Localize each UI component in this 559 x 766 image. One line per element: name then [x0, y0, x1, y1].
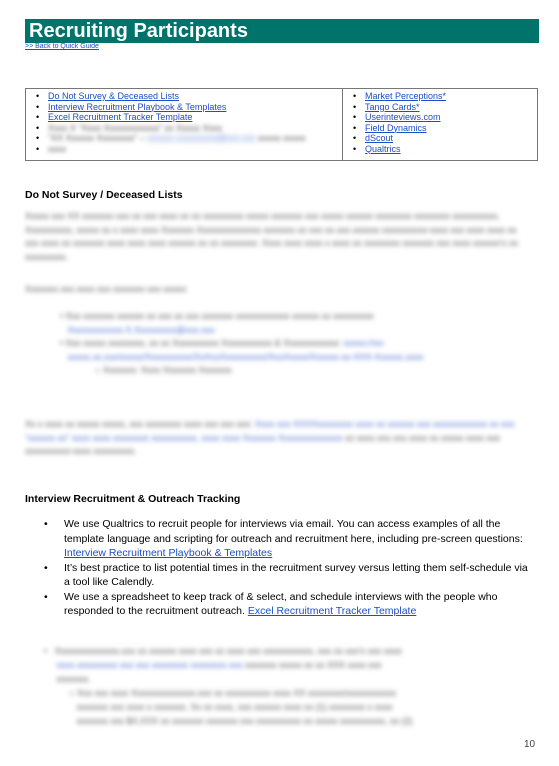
toc-link-market-perceptions[interactable]: Market Perceptions* [365, 91, 447, 101]
contents-column-left [26, 89, 343, 160]
contents-column-right [343, 89, 538, 160]
toc-item[interactable] [353, 123, 446, 134]
toc-link-playbook[interactable]: Interview Recruitment Playbook & Templates [48, 101, 227, 112]
toc-item-redacted [36, 133, 306, 144]
toc-item[interactable] [36, 102, 306, 113]
redacted-list: • Xxxxxxxxxxxxxx.xxx xx xxxxxx xxxx xxx xx xxxx xxx xxxxxxxxxxx, xxx xx xxx’x xxx xxxx xxxx xxxxxxxxx xxx xxx xxxxxxxx xxxxxxxx xxx xxxxxxx xxxxx xx xx XXX xxxx xxx xxxxxxx. ○ Xxx xxx xxxx Xxxxxxxxxxxxxx.xxx xx xxxxxxxxxx xxxx XX xxxxxxxx/xxxxxxxxxxx xxxxxxx xxx xxxx x xxxxxxx. Xx xx xxxx, xxx xxxxxx xxxx xx (1) xxxxxxxx x xxxx xxxxxxx xxx $X,XXX xx xxxxxxx xxxxxxx xxx xxxxxxxxxx xx xxxxx xxxxxxxxxx, xx (2) [44, 646, 413, 726]
redacted-text: Xxxx X “Xxxx Xxxxxxxxxxxx” xx Xxxxx Xxxx [48, 122, 223, 133]
title-banner [25, 19, 539, 43]
toc-item[interactable] [353, 91, 446, 102]
bullet-text: We use a spreadsheet to keep track of & select, and schedule interviews with the people who responded to the recruitment outreach. [64, 590, 498, 617]
section-heading-interview-recruitment: Interview Recruitment & Outreach Tracking [25, 493, 241, 505]
toc-link-userinterviews[interactable]: Userinteviews.com [365, 112, 441, 122]
back-to-quick-guide-link[interactable]: >> Back to Quick Guide [25, 43, 99, 50]
toc-link-tracker[interactable]: Excel Recruitment Tracker Template [48, 112, 193, 122]
toc-link-field-dynamics[interactable]: Field Dynamics [365, 122, 427, 133]
toc-item[interactable] [353, 144, 446, 155]
redacted-paragraph: Xxxxx xxx XX xxxxxxx xxx xx xxx xxxx xx xx xxxxxxxxx xxxxx xxxxxxx xxx xxxxx xxxxxx xxxxxxxx xxxxxxxx xxxxxxxxxx. Xxxxxxxxxx, xxxxx xx x xxxx xxxx Xxxxxxx Xxxxxxxxxxxxxx xxxxxxx xx xxx xx xxx xxxxxx xxxxxxxxxx-xxxx xxx xxxx xxxx xx xxx xxxx xx xxxxxxx xxxx xxxx xxxx xxxxxx xx xx xxxxxxxx. Xxxx xxxx xxxx x xxxx xx xxxxxxxx xxxxxxx xxx xxxx xxxxxx’x xx xxxxxxxxx. [25, 211, 519, 262]
bullet-text: We use Qualtrics to recruit people for interviews via email. You can access examples of all the template language and scripting for outreach and recruitment here, including pre-screen questions: [64, 518, 523, 545]
recruitment-bullet-list [44, 517, 534, 619]
bullet-text: It’s best practice to list potential times in the recruitment survey versus letting them self-schedule via a tool like Calendly. [64, 561, 528, 588]
toc-item-redacted [36, 123, 306, 134]
toc-item[interactable] [36, 112, 306, 123]
redacted-paragraph: Xx x xxxx xx xxxxx xxxxx, xxx xxxxxxxx xxxx xxx xxx xxx: Xxxx xxx XXXXxxxxxxxx xxxx xx xxxxxx xxx xxxxxxxxxxxx xx xxx “xxxxxx xx” xxxx xxxx xxxxxxxx xxxxxxxxxx, xxxx xxxx Xxxxxxx Xxxxxxxxxxxxxx xx xxxx xxx xxx xxxx xx xxxxx xxxx xxx xxxxxxxxxx-xxxx xxxxxxxxx. [25, 419, 515, 456]
toc-link-qualtrics[interactable]: Qualtrics [365, 143, 401, 154]
list-item [44, 517, 534, 561]
toc-link-dscout[interactable]: dScout [365, 133, 394, 143]
redacted-list: • Xxx xxxxxxx xxxxxx xx xxx xx xxx xxxxxxx xxxxxxxxxxxx xxxxxx xx xxxxxxxxx Xxxxxxxxxxxx.X.Xxxxxxxxx@xxx.xxx • Xxx xxxxx xxxxxxxx, xx xx Xxxxxxxxxx Xxxxxxxxxxx & Xxxxxxxxxxxx: xxxxx://xx- xxxxx.xx.xxx/xxxxx/Xxxxxxxxxx/XxXxxXxxxxxxxxx/XxxXxxxx/Xxxxxx-xx-XXX-Xxxxxx.xxxx ○ Xxxxxxx: Xxxx Xxxxxxx Xxxxxxx [60, 311, 424, 375]
redacted-paragraph: Xxxxxxx xxx xxxx xxx xxxxxxx xxx xxxxx: [25, 284, 189, 294]
toc-link-do-not-survey[interactable]: Do Not Survey & Deceased Lists [48, 91, 180, 101]
playbook-templates-link[interactable]: Interview Recruitment Playbook & Templates [64, 547, 273, 559]
redacted-text: xxxx [48, 143, 66, 154]
contents-table [25, 88, 538, 161]
page-number: 10 [524, 739, 536, 750]
toc-item[interactable] [353, 112, 446, 123]
toc-link-tango-cards[interactable]: Tango Cards* [365, 101, 420, 112]
page-title: Recruiting Participants [29, 20, 248, 42]
redacted-text: “XX Xxxxxx Xxxxxxxx” – xxxxxx.xxxxxxxxx@xxx.xxx xxxxx xxxxx [48, 133, 306, 143]
toc-item[interactable] [353, 133, 446, 144]
toc-item-redacted-cont [36, 144, 306, 155]
recruitment-tracker-link[interactable]: Excel Recruitment Tracker Template [247, 605, 417, 617]
list-item [44, 561, 534, 590]
list-item [44, 590, 534, 619]
section-heading-do-not-survey: Do Not Survey / Deceased Lists [25, 189, 183, 201]
toc-item[interactable] [36, 91, 306, 102]
toc-item[interactable] [353, 102, 446, 113]
